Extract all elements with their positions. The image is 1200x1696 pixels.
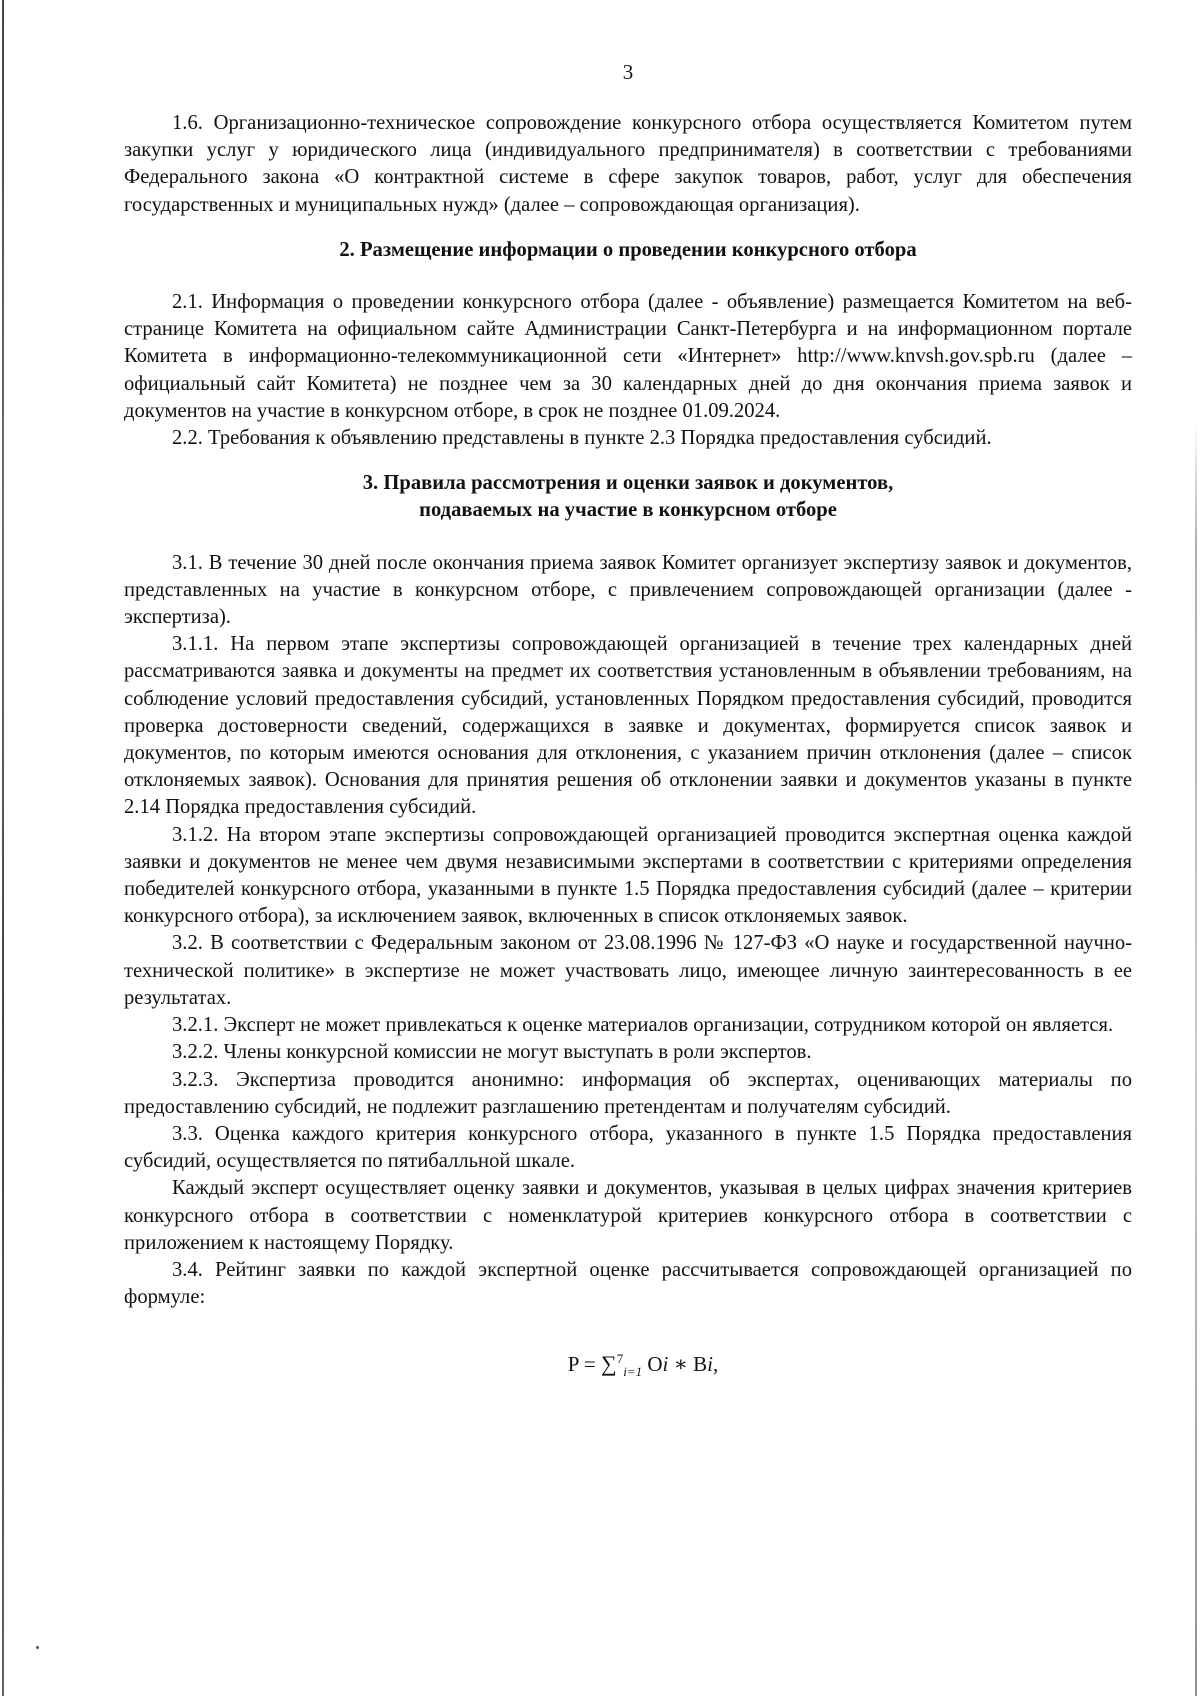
paragraph-3-3-expert: Каждый эксперт осуществляет оценку заявки и документов, указывая в целых цифрах значения критериев конкурсного отбора в соответствии с номенклатурой критериев конкурсного отбора в соответствии с приложением к настоящему Порядку.	[124, 1177, 1132, 1254]
formula-lhs: P =	[567, 1352, 596, 1377]
formula-index-2: i	[707, 1352, 713, 1377]
section-3-title-line1: 3. Правила рассмотрения и оценки заявок и документов,	[362, 472, 894, 495]
paragraph-1-6: 1.6. Организационно-техническое сопровождение конкурсного отбора осуществляется Комитетом путем закупки услуг у юридического лица (индивидуального предпринимателя) в соответствии с требованиями Федерального закона «О контрактной системе в сфере закупок товаров, работ, услуг для обеспечения государственных и муниципальных нужд» (далее – сопровождающая организация).	[124, 112, 1132, 216]
section-2-heading	[124, 237, 1132, 264]
formula-tail: ,	[712, 1352, 719, 1377]
paragraph-2-1: 2.1. Информация о проведении конкурсного отбора (далее - объявление) размещается Комитетом на веб-странице Комитета на официальном сайте Администрации Санкт-Петербурга и на информационном портале Комитета в информационно-телекоммуникационной сети «Интернет» http://www.knvsh.gov.spb.ru (далее – официальный сайт Комитета) не позднее чем за 30 календарных дней до дня окончания приема заявок и документов на участие в конкурсном отборе, в срок не позднее 01.09.2024.	[124, 291, 1132, 422]
paragraph-3-2: 3.2. В соответствии с Федеральным законом от 23.08.1996 № 127-ФЗ «О науке и государственной научно-технической политике» в экспертизе не может участвовать лицо, имеющее личную заинтересованность в ее результатах.	[124, 932, 1132, 1009]
paragraph-3-3: 3.3. Оценка каждого критерия конкурсного отбора, указанного в пункте 1.5 Порядка предоставления субсидий, осуществляется по пятибалльной шкале.	[124, 1122, 1132, 1173]
formula-operator: ∗	[673, 1352, 688, 1377]
rating-formula	[124, 1349, 1132, 1379]
section-3-heading	[124, 470, 1132, 524]
section-2-title: 2. Размещение информации о проведении конкурсного отбора	[339, 238, 917, 261]
formula-sum-symbol: ∑	[601, 1351, 617, 1377]
paragraph-3-1-1: 3.1.1. На первом этапе экспертизы сопровождающей организацией в течение трех календарных дней рассматриваются заявка и документы на предмет их соответствия установленным в объявлении требованиям, на соблюдение условий предоставления субсидий, установленных Порядком предоставления субсидий, проводится проверка достоверности сведений, содержащихся в заявке и документах, формируется список заявок и документов, по которым имеются основания для отклонения, с указанием причин отклонения (далее – список отклоняемых заявок). Основания для принятия решения об отклонении заявки и документов указаны в пункте 2.14 Порядка предоставления субсидий.	[124, 633, 1132, 819]
paragraph-3-4: 3.4. Рейтинг заявки по каждой экспертной оценке рассчитывается сопровождающей организацией по формуле:	[124, 1258, 1132, 1309]
paragraph-3-2-3: 3.2.3. Экспертиза проводится анонимно: информация об экспертах, оценивающих материалы по предоставлению субсидий, не подлежит разглашению претендентам и получателям субсидий.	[124, 1068, 1132, 1118]
paragraph-3-1-2: 3.1.2. На втором этапе экспертизы сопровождающей организацией проводится экспертная оценка каждой заявки и документов не менее чем двумя независимыми экспертами в соответствии с критериями определения победителей конкурсного отбора, указанными в пункте 1.5 Порядка предоставления субсидий (далее – критерии конкурсного отбора), за исключением заявок, включенных в список отклоняемых заявок.	[124, 823, 1132, 928]
formula-term-o: O	[647, 1352, 663, 1377]
paragraph-3-1: 3.1. В течение 30 дней после окончания приема заявок Комитет организует экспертизу заявок и документов, представленных на участие в конкурсном отборе, с привлечением сопровождающей организации (далее - экспертиза).	[124, 551, 1132, 629]
formula-index-1: i	[662, 1352, 669, 1377]
paragraph-2-2: 2.2. Требования к объявлению представлены в пункте 2.3 Порядка предоставления субсидий.	[172, 427, 992, 450]
formula-lower-limit: i=1	[623, 1364, 643, 1380]
paragraph-3-2-2: 3.2.2. Члены конкурсной комиссии не могут выступать в роли экспертов.	[172, 1041, 812, 1064]
formula-term-b: B	[693, 1352, 708, 1377]
formula-upper-limit: 7	[616, 1351, 624, 1367]
page-number: 3	[622, 60, 634, 84]
section-3-title-line2: подаваемых на участие в конкурсном отборе	[419, 499, 837, 522]
paragraph-3-2-1: 3.2.1. Эксперт не может привлекаться к оценке материалов организации, сотрудником которой он является.	[172, 1014, 1114, 1037]
